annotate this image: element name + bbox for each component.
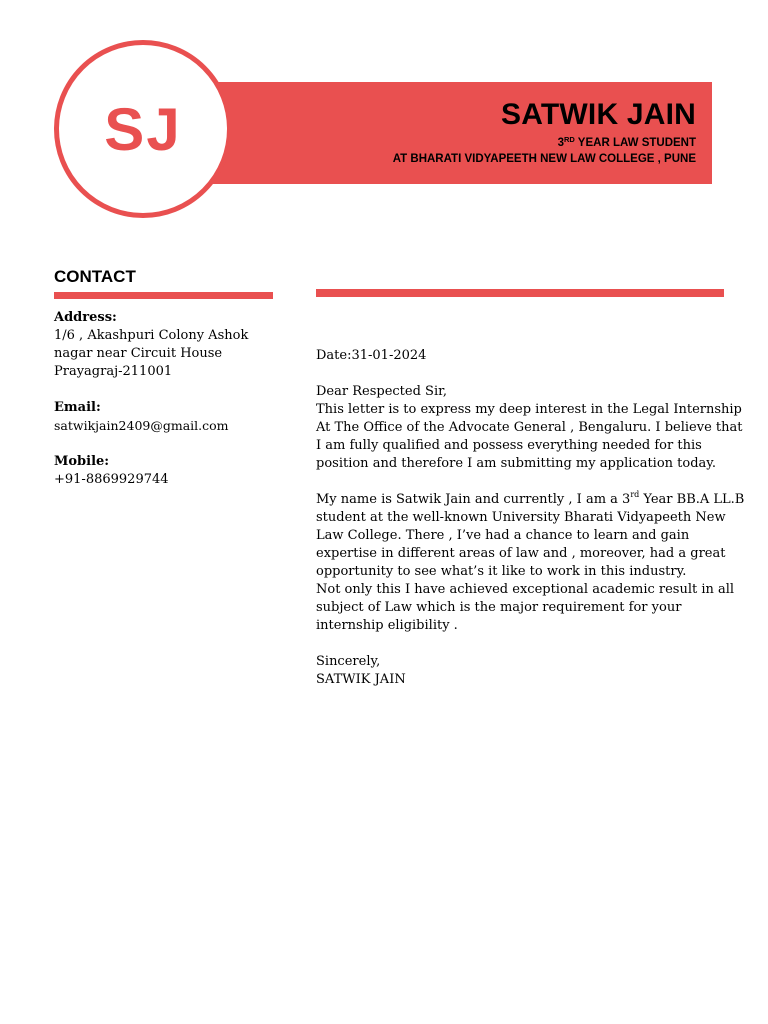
letter-paragraph-line: internship eligibility . — [316, 618, 458, 633]
mobile-label: Mobile: — [54, 454, 110, 469]
applicant-college: AT BHARATI VIDYAPEETH NEW LAW COLLEGE , PUNE — [392, 153, 696, 165]
letter-paragraph-line: This letter is to express my deep interest in the Legal Internship — [316, 402, 742, 417]
letter-closing: Sincerely, — [316, 654, 381, 669]
letter-paragraph-line: I am fully qualified and possess everything needed for this — [316, 438, 702, 453]
email-value: satwikjain2409@gmail.com — [54, 418, 229, 433]
para2-post: Year BB.A LL.B — [639, 492, 745, 507]
initials-text: SJ — [104, 95, 182, 163]
para2-sup: rd — [630, 490, 640, 499]
letter-paragraph-line: subject of Law which is the major requirement for your — [316, 600, 682, 615]
spacer — [316, 365, 736, 383]
contact-section — [54, 309, 284, 507]
email-block — [54, 399, 284, 435]
letter-paragraph-line — [316, 490, 745, 509]
address-block — [54, 309, 284, 381]
spacer — [316, 473, 736, 491]
address-line: Prayagraj-211001 — [54, 364, 173, 379]
year-rest: YEAR LAW STUDENT — [574, 137, 696, 149]
letter-paragraph-line: opportunity to see what’s it like to work in this industry. — [316, 564, 687, 579]
letter-paragraph-line: At The Office of the Advocate General , Bengaluru. I believe that — [316, 420, 743, 435]
letter-date: Date:31-01-2024 — [316, 348, 427, 363]
header-banner — [200, 82, 712, 184]
contact-heading: CONTACT — [54, 267, 136, 286]
year-number: 3 — [557, 137, 564, 149]
letter-paragraph-line: expertise in different areas of law and , moreover, had a great — [316, 546, 726, 561]
applicant-name: SATWIK JAIN — [501, 98, 696, 131]
letter-divider — [316, 289, 724, 297]
address-line: 1/6 , Akashpuri Colony Ashok — [54, 328, 249, 343]
spacer — [316, 635, 736, 653]
mobile-value: +91-8869929744 — [54, 472, 169, 487]
letter-paragraph-line: Law College. There , I’ve had a chance to learn and gain — [316, 528, 690, 543]
letter-salutation: Dear Respected Sir, — [316, 384, 448, 399]
address-line: nagar near Circuit House — [54, 346, 223, 361]
mobile-block — [54, 453, 284, 489]
applicant-year — [558, 136, 696, 150]
letter-paragraph-line: student at the well-known University Bharati Vidyapeeth New — [316, 510, 726, 525]
letter-paragraph-line: position and therefore I am submitting my application today. — [316, 456, 717, 471]
letter-signature: SATWIK JAIN — [316, 672, 406, 687]
letter-paragraph-line: Not only this I have achieved exceptional academic result in all — [316, 582, 735, 597]
cover-letter — [316, 347, 745, 689]
year-suffix: RD — [563, 135, 575, 144]
initials-badge — [54, 40, 232, 218]
contact-divider — [54, 292, 273, 299]
email-label: Email: — [54, 400, 101, 415]
address-label: Address: — [54, 310, 117, 325]
para2-pre: My name is Satwik Jain and currently , I am a 3 — [316, 492, 631, 507]
